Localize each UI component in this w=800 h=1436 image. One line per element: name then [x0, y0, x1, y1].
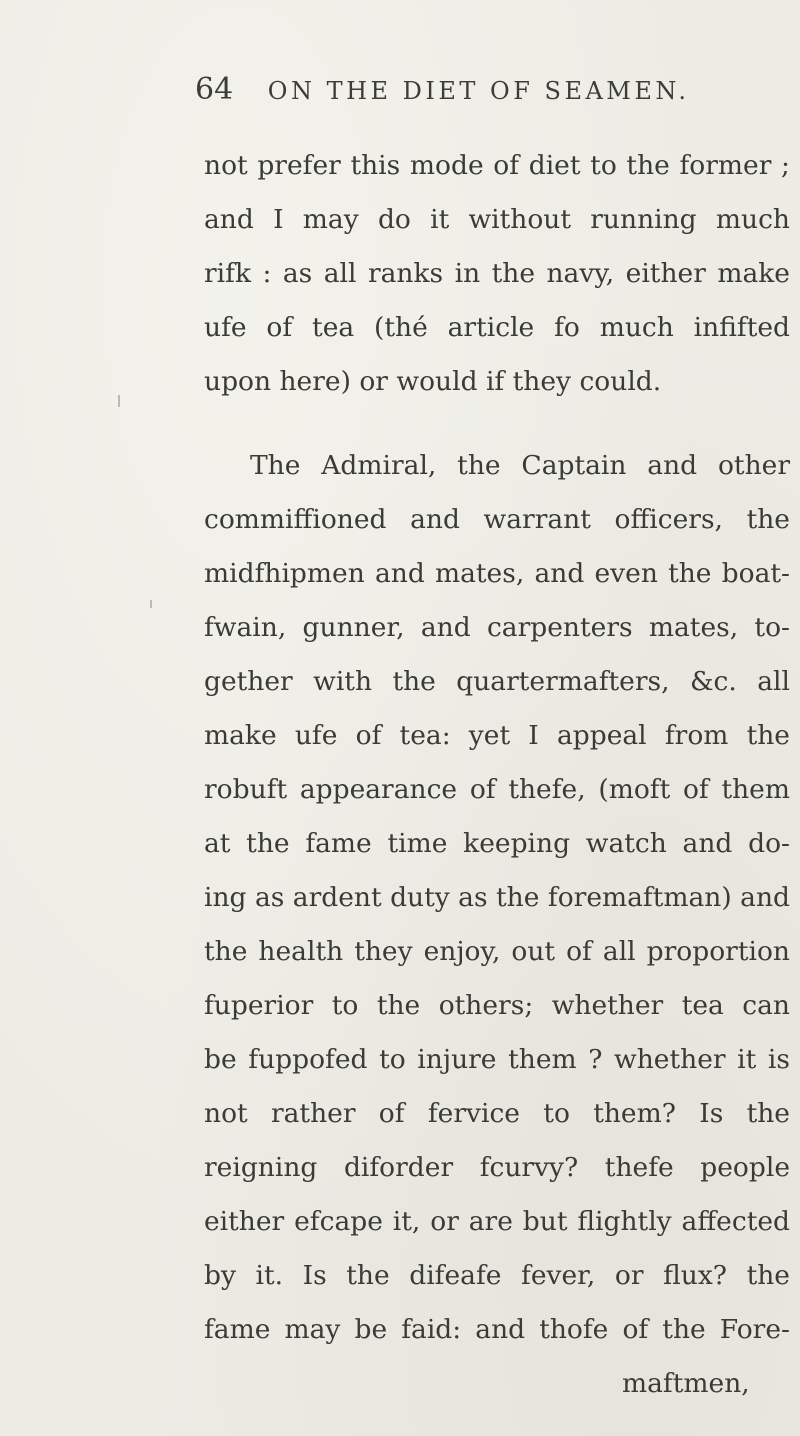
text-line: fame may be faid: and thofe of the Fore-: [204, 1314, 790, 1345]
text-line: fuperior to the others; whether tea can: [204, 990, 790, 1021]
text-line: not rather of fervice to them? Is the: [204, 1098, 790, 1129]
margin-mark: [118, 395, 120, 407]
text-line: midfhipmen and mates, and even the boat-: [204, 558, 790, 589]
text-line: be fuppofed to injure them ? whether it is: [204, 1044, 790, 1075]
text-line: at the fame time keeping watch and do-: [204, 828, 790, 859]
text-line: by it. Is the difeafe fever, or flux? the: [204, 1260, 790, 1291]
text-line: not prefer this mode of diet to the former ;: [204, 150, 790, 181]
text-line: robuft appearance of thefe, (moft of them: [204, 774, 790, 805]
text-line: rifk : as all ranks in the navy, either make: [204, 258, 790, 289]
text-line: fwain, gunner, and carpenters mates, to-: [204, 612, 790, 643]
text-line: The Admiral, the Captain and other: [250, 450, 790, 481]
margin-mark: [150, 600, 152, 608]
text-line: ufe of tea (thé article fo much infifted: [204, 312, 790, 343]
text-line: either efcape it, or are but flightly affected: [204, 1206, 790, 1237]
running-title: ON THE DIET OF SEAMEN.: [267, 77, 690, 105]
text-line: gether with the quartermafters, &c. all: [204, 666, 790, 697]
text-line: make ufe of tea: yet I appeal from the: [204, 720, 790, 751]
text-line: commiffioned and warrant officers, the: [204, 504, 790, 535]
running-header: [195, 72, 785, 122]
text-line: ing as ardent duty as the foremaftman) and: [204, 882, 790, 913]
text-line: and I may do it without running much: [204, 204, 790, 235]
text-line: reigning diforder fcurvy? thefe people: [204, 1152, 790, 1183]
text-line: the health they enjoy, out of all proportion: [204, 936, 790, 967]
text-line: upon here) or would if they could.: [204, 366, 662, 397]
catchword: maftmen,: [622, 1368, 750, 1399]
page-number: 64: [195, 72, 234, 107]
